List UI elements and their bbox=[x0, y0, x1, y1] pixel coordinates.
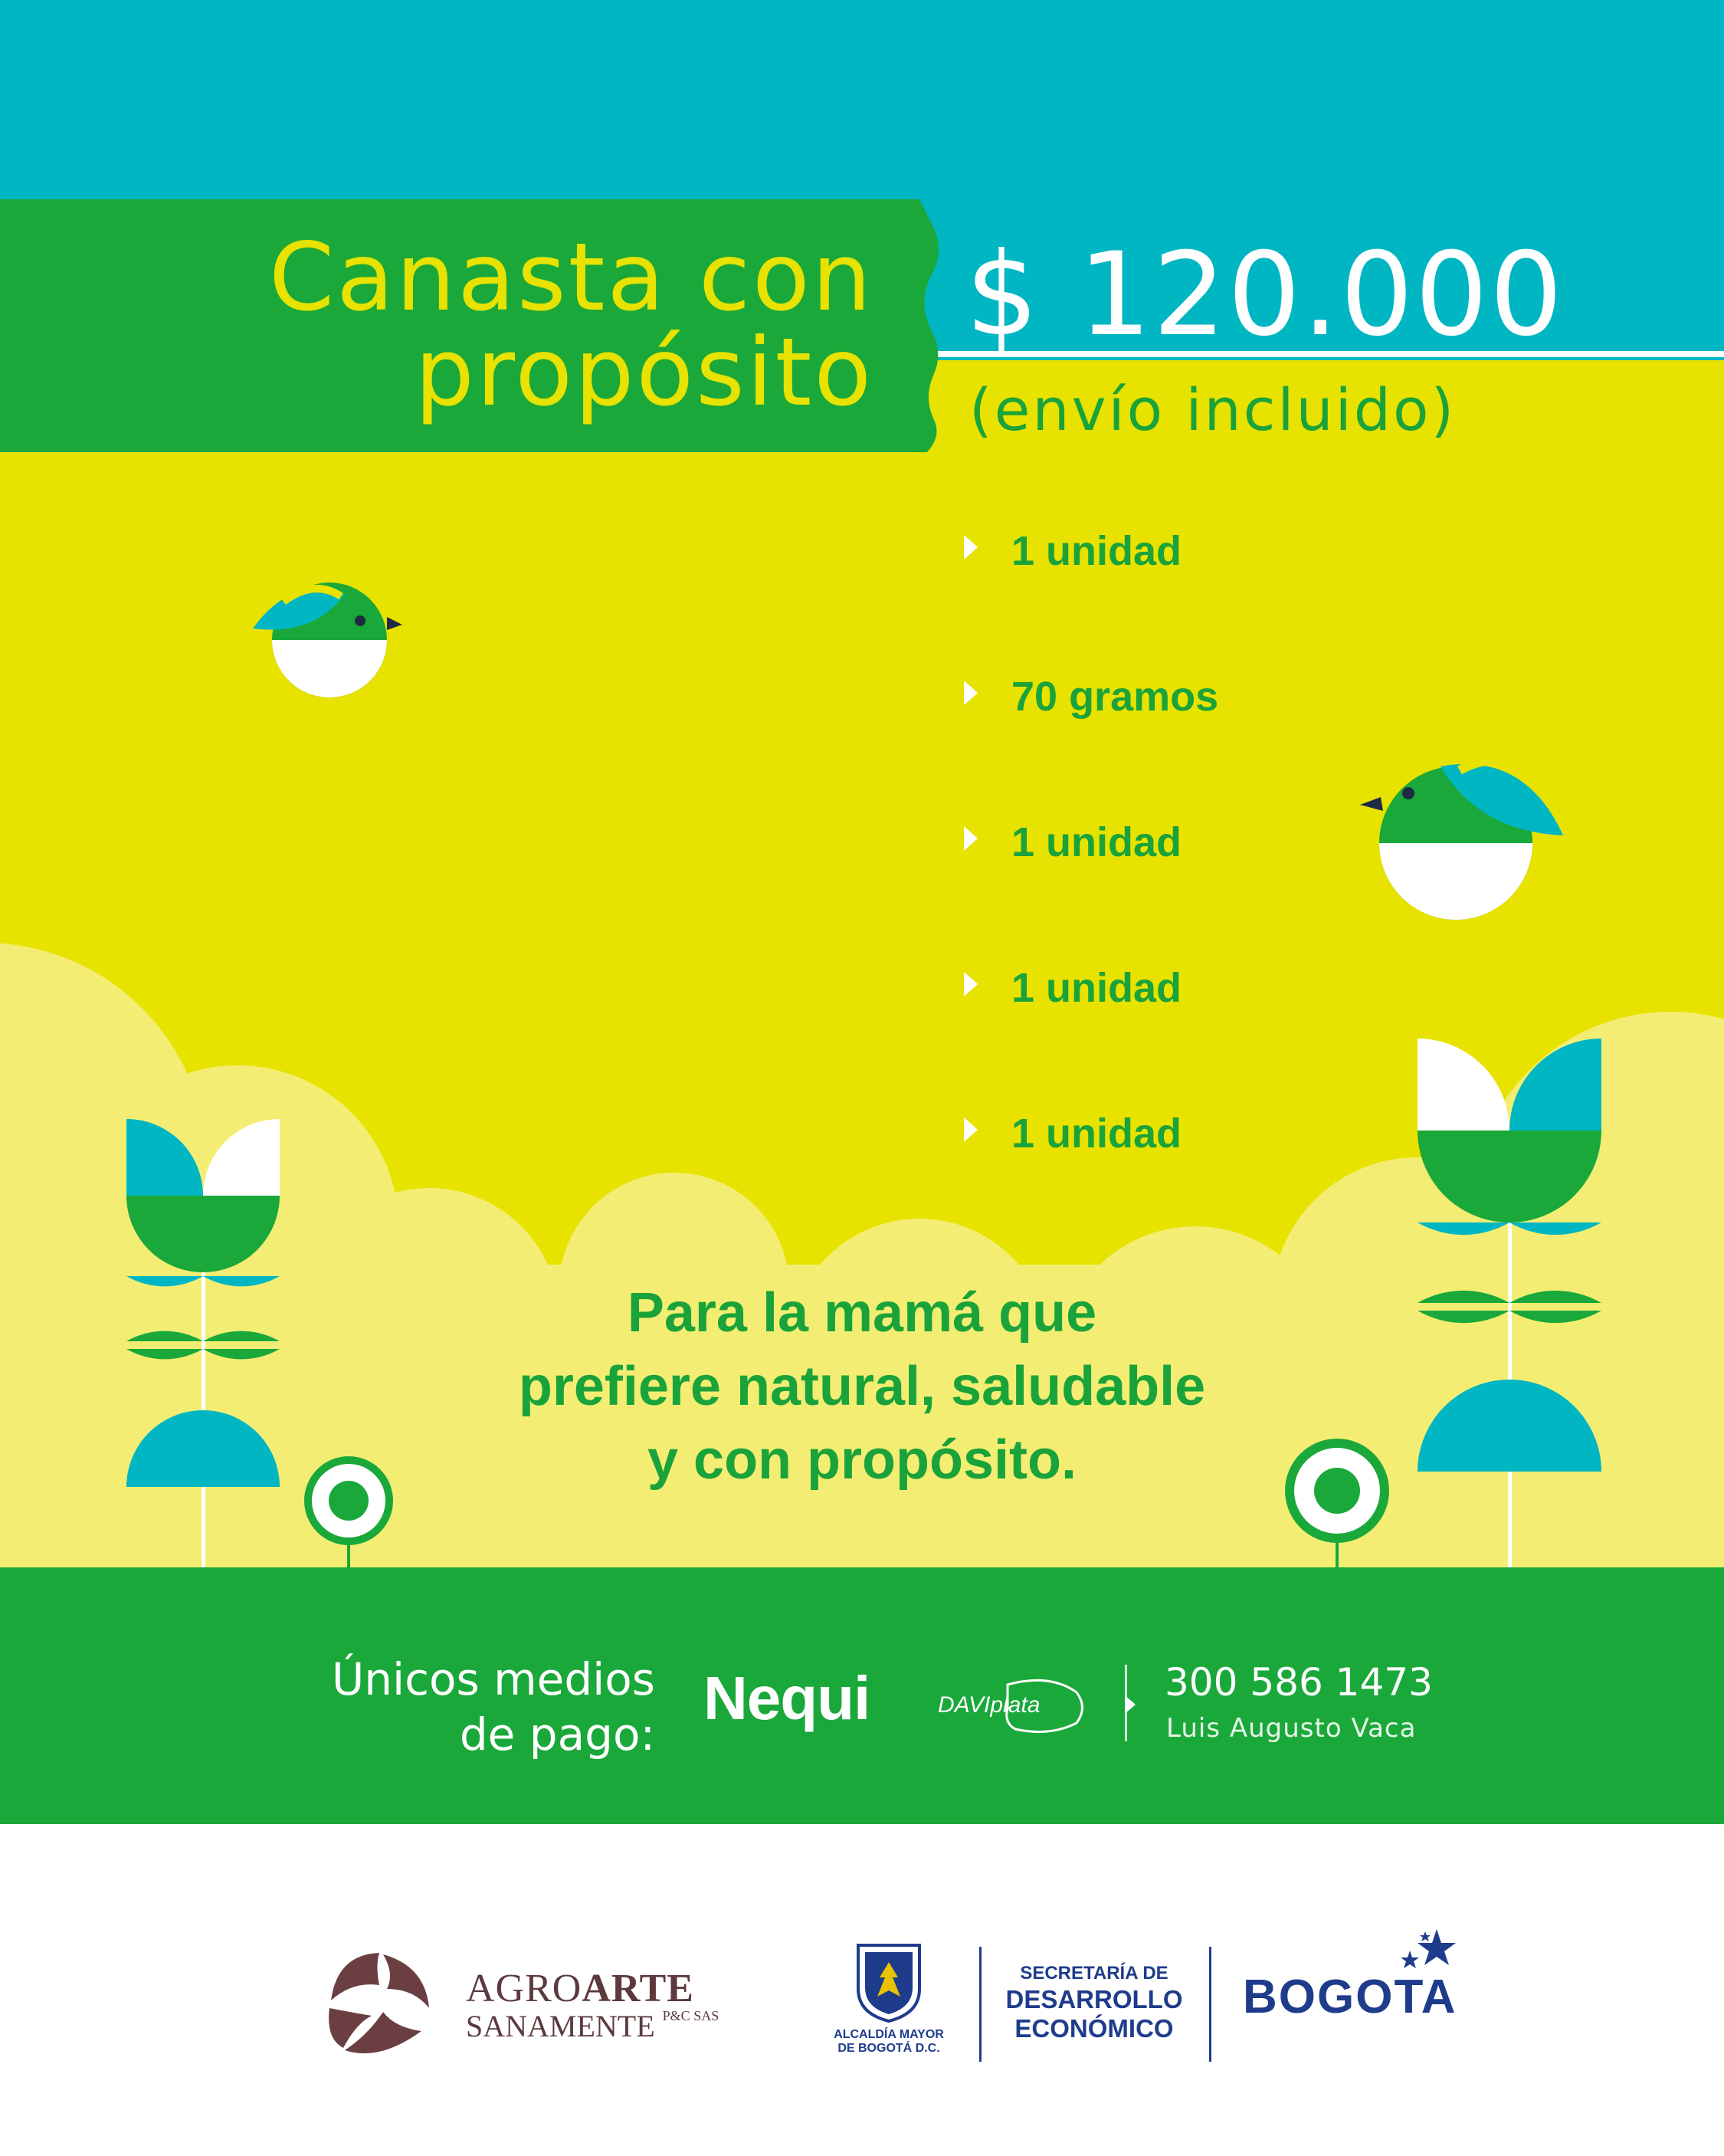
agroarte-sub-text: SANAMENTE bbox=[466, 2009, 655, 2043]
secretaria-line-2: DESARROLLO bbox=[1005, 1985, 1183, 2013]
arrow-right-icon bbox=[964, 826, 978, 851]
agroarte-subtitle bbox=[466, 2008, 719, 2044]
agroarte-name bbox=[466, 1966, 694, 2011]
tagline-line-1: Para la mamá que bbox=[627, 1282, 1097, 1344]
arrow-right-icon bbox=[964, 681, 978, 705]
price: $ 120.000 bbox=[965, 228, 1565, 362]
bird-icon bbox=[253, 582, 402, 697]
product-qty: 1 unidad bbox=[1011, 819, 1182, 865]
bird-icon bbox=[1360, 760, 1563, 920]
footer-separator bbox=[1209, 1947, 1211, 2062]
payment-label-line-2: de pago: bbox=[459, 1708, 655, 1761]
tagline-line-2: prefiere natural, saludable bbox=[518, 1356, 1206, 1417]
product-qty: 1 unidad bbox=[1011, 528, 1182, 574]
secretaria-line-3: ECONÓMICO bbox=[1014, 2014, 1174, 2043]
agroarte-sub-small: P&C SAS bbox=[662, 2008, 719, 2023]
alcaldia-line-1: ALCALDÍA MAYOR bbox=[834, 2028, 944, 2041]
contact-name: Luis Augusto Vaca bbox=[1166, 1713, 1417, 1744]
secretaria-line-1: SECRETARÍA DE bbox=[1020, 1963, 1168, 1984]
nequi-logo: Nequi bbox=[703, 1664, 870, 1732]
arrow-right-icon bbox=[964, 972, 978, 996]
star-icon bbox=[1383, 1928, 1460, 1981]
payment-label-line-1: Únicos medios bbox=[331, 1653, 655, 1705]
arrow-right-icon bbox=[964, 535, 978, 560]
agroarte-name-bold: ARTE bbox=[582, 1967, 694, 2010]
product-qty: 1 unidad bbox=[1011, 1111, 1182, 1157]
footer-separator bbox=[979, 1947, 982, 2062]
title-line-1: Canasta con bbox=[268, 223, 873, 332]
tagline-line-3: y con propósito. bbox=[647, 1429, 1077, 1491]
alcaldia-line-2: DE BOGOTÁ D.C. bbox=[837, 2042, 940, 2055]
arrow-right-icon bbox=[964, 1117, 978, 1142]
product-qty: 70 gramos bbox=[1011, 674, 1219, 720]
alcaldia-text bbox=[812, 2028, 965, 2056]
bogota-logo: BOGOTA bbox=[1243, 1971, 1457, 2023]
arrow-right-icon bbox=[1125, 1695, 1136, 1714]
title-line-2: propósito bbox=[415, 318, 873, 427]
payment-label bbox=[332, 1652, 655, 1762]
price-note: (envío incluido) bbox=[969, 376, 1457, 444]
daviplata-text: DAVIplata bbox=[938, 1692, 1041, 1718]
phone-number: 300 586 1473 bbox=[1165, 1660, 1433, 1705]
leaf-logo-icon bbox=[322, 1947, 437, 2062]
secretaria-logo bbox=[987, 1962, 1201, 2043]
daviplata-logo bbox=[935, 1669, 1096, 1738]
product-qty: 1 unidad bbox=[1011, 965, 1182, 1011]
agroarte-name-regular: AGRO bbox=[466, 1967, 582, 2010]
tagline bbox=[402, 1276, 1322, 1497]
shield-icon bbox=[856, 1943, 922, 2023]
